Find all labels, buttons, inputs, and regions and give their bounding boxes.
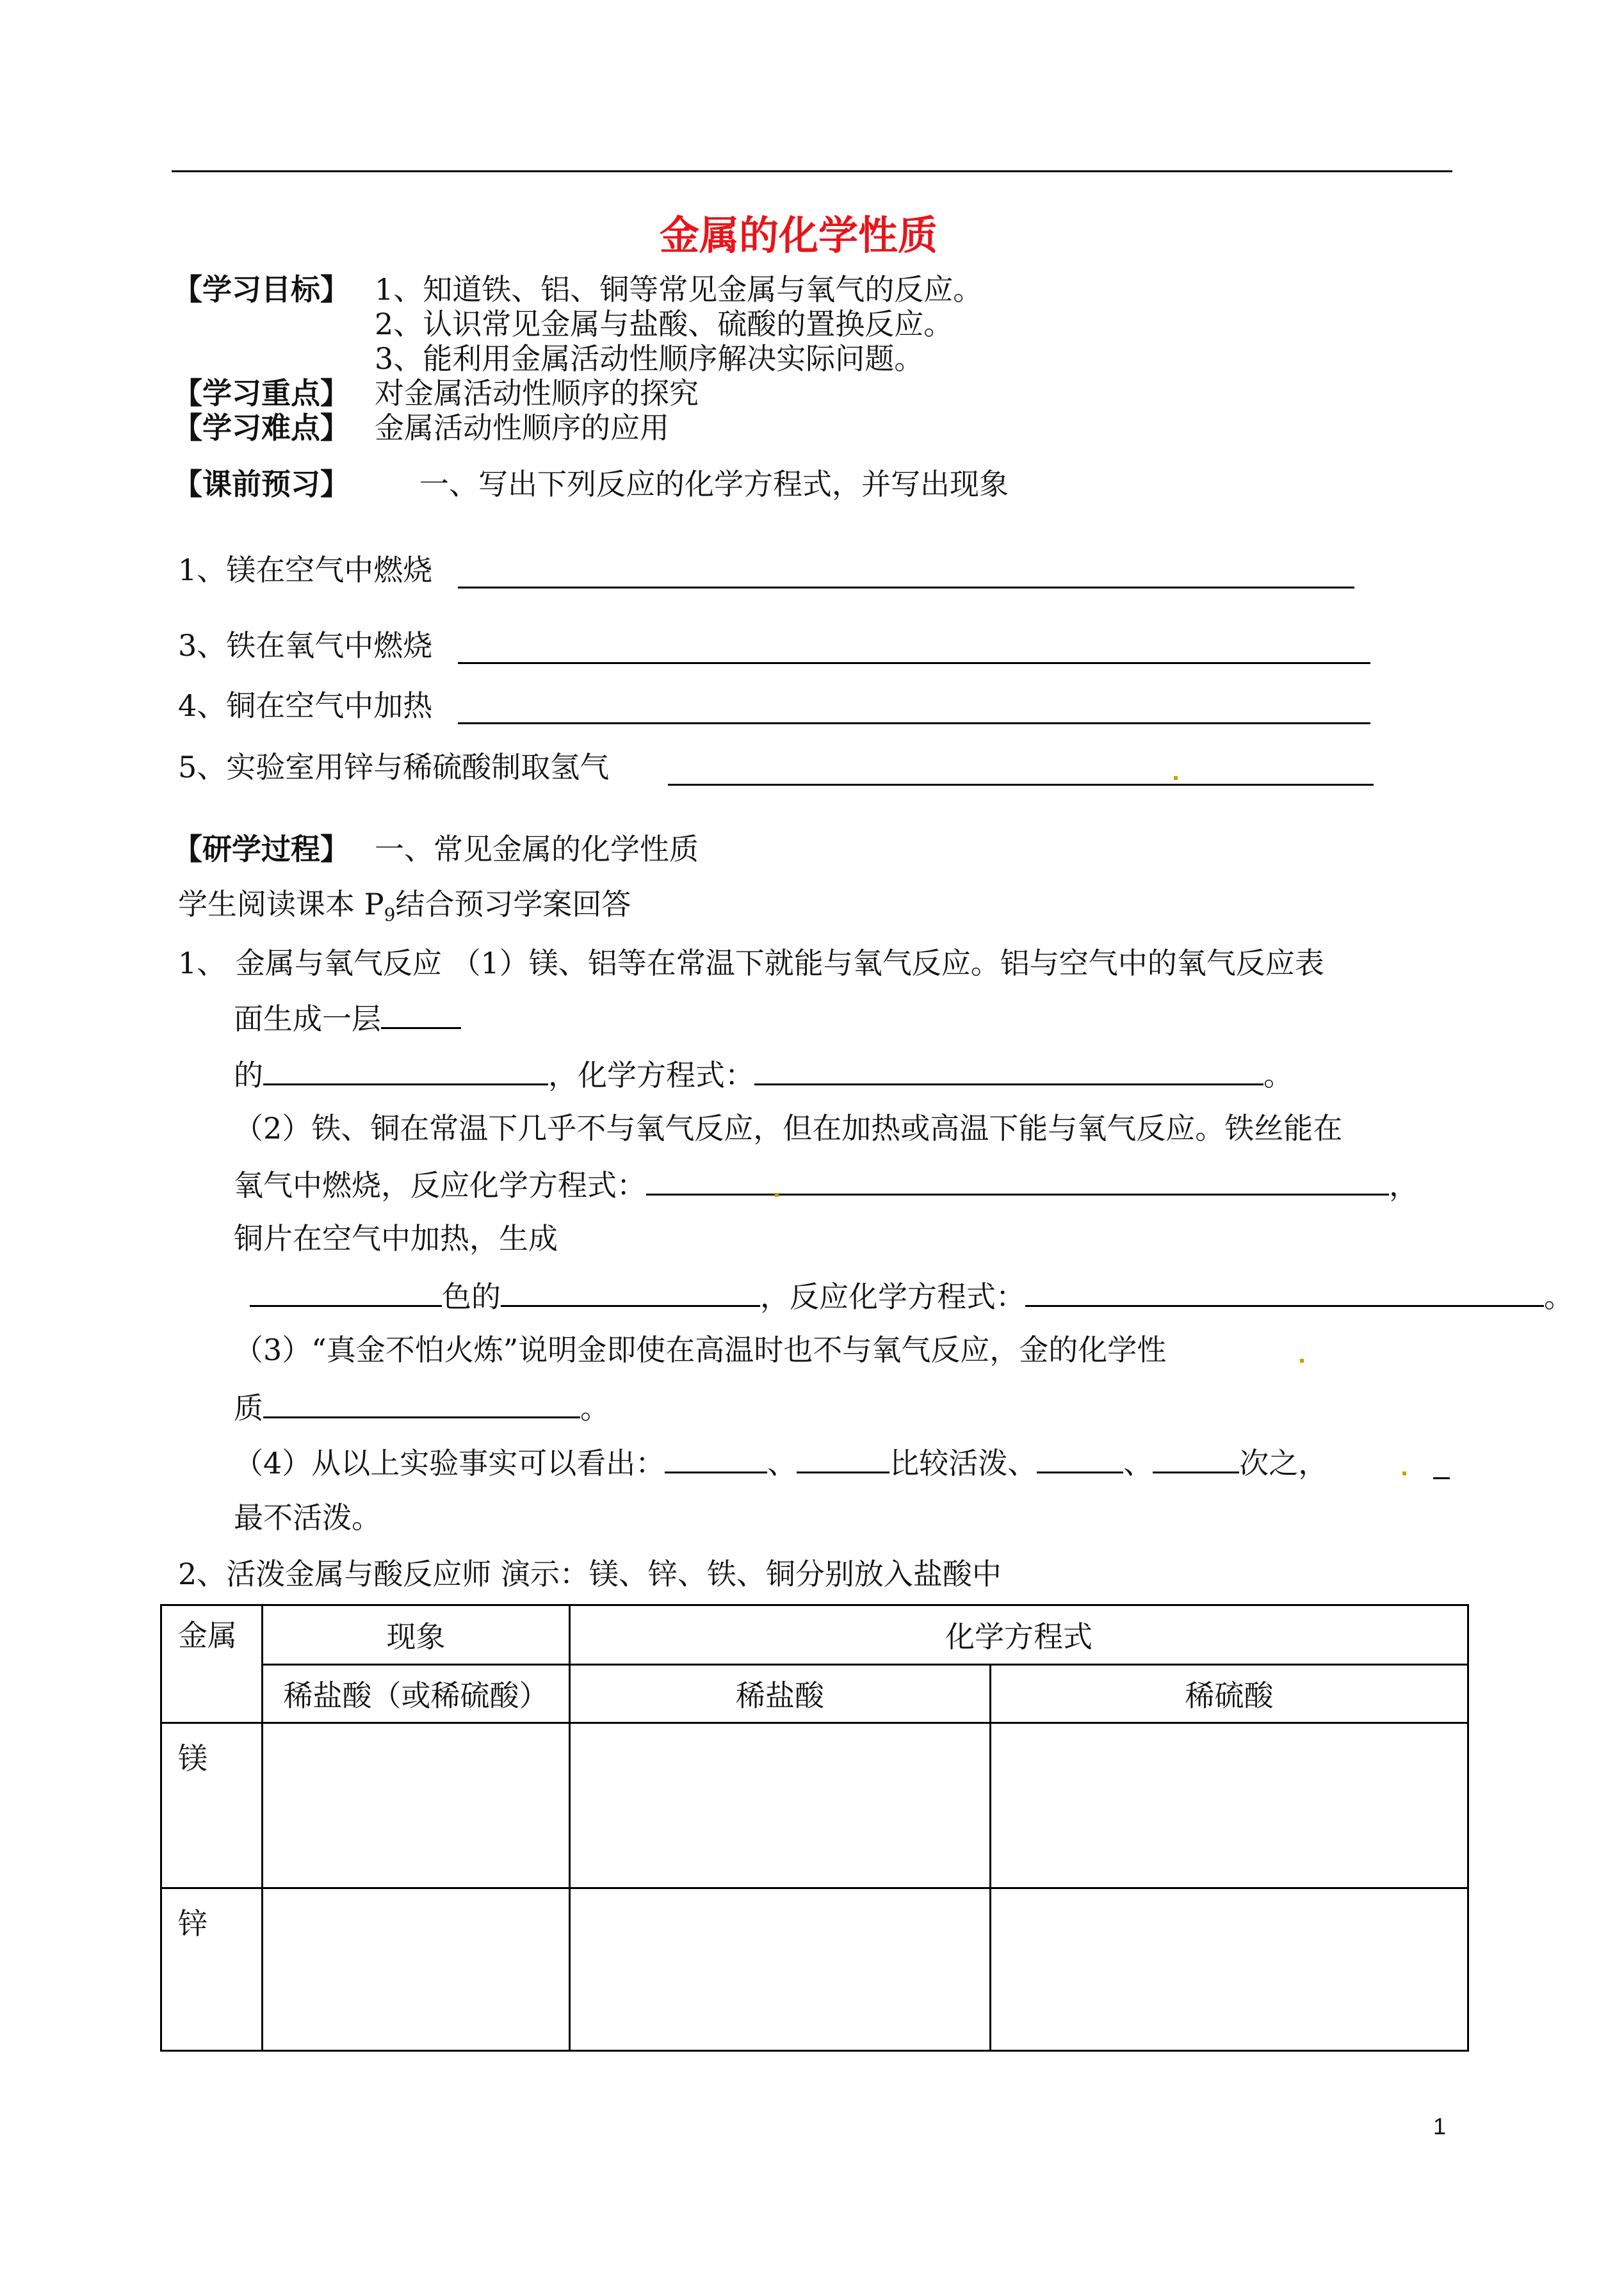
blank[interactable]: [381, 999, 461, 1029]
answer-cell[interactable]: [570, 1723, 991, 1888]
header-metal: 金属: [161, 1605, 263, 1723]
question-2-line-4: 色的 ，反应化学方程式： 。: [250, 1277, 1573, 1315]
stray-mark: [775, 1193, 779, 1197]
difficulty-text: 金属活动性顺序的应用: [375, 410, 669, 445]
preview-label: 【课前预习】: [173, 467, 350, 501]
answer-line[interactable]: [458, 662, 1370, 664]
page-title: 金属的化学性质: [660, 212, 938, 259]
answer-cell[interactable]: [991, 1888, 1468, 2051]
blank[interactable]: [1433, 1477, 1450, 1479]
blank[interactable]: [250, 1277, 442, 1307]
answer-cell[interactable]: [991, 1723, 1468, 1888]
process-label: 【研学过程】: [173, 832, 350, 866]
header-h2so4: 稀硫酸: [991, 1665, 1468, 1723]
reading-instruction: 学生阅读课本 $P_9$结合预习学案回答: [178, 887, 631, 926]
question-3-line-2: 质 。: [234, 1388, 610, 1426]
answer-line[interactable]: [458, 722, 1370, 724]
question-4-line-2: 最不活泼。: [234, 1500, 381, 1535]
difficulty-label: 【学习难点】: [173, 410, 350, 445]
answer-line[interactable]: [458, 587, 1354, 588]
question-1-line-2: 面生成一层: [234, 999, 461, 1037]
row-metal: 锌: [161, 1888, 263, 2051]
objectives-label: 【学习目标】: [173, 272, 350, 307]
reaction-table: [160, 1604, 1469, 2052]
stray-mark: [1300, 1359, 1304, 1363]
blank[interactable]: [1037, 1443, 1123, 1473]
blank[interactable]: [263, 1055, 548, 1085]
question-2-line-2: 氧气中燃烧，反应化学方程式： ，: [234, 1165, 1418, 1203]
header-phenomenon: 现象: [263, 1605, 570, 1665]
question-1-line-3: 的 ，化学方程式： 。: [234, 1055, 1293, 1093]
row-metal: 镁: [161, 1723, 263, 1888]
blank[interactable]: [646, 1165, 1389, 1196]
objective-item: 3、能利用金属活动性顺序解决实际问题。: [375, 341, 924, 376]
answer-cell[interactable]: [263, 1723, 570, 1888]
page-number: 1: [1433, 2113, 1447, 2139]
preview-intro: 一、写出下列反应的化学方程式，并写出现象: [419, 467, 1009, 501]
table-row: [161, 1888, 1468, 2051]
question-5-heading: 2、活泼金属与酸反应师 演示：镁、锌、铁、铜分别放入盐酸中: [178, 1557, 1002, 1591]
blank[interactable]: [1153, 1443, 1239, 1473]
focus-label: 【学习重点】: [173, 376, 350, 410]
question-2-line-1: （2）铁、铜在常温下几乎不与氧气反应，但在加热或高温下能与氧气反应。铁丝能在: [234, 1111, 1343, 1146]
blank[interactable]: [501, 1277, 760, 1307]
question-1-line-1: 1、 金属与氧气反应 （1）镁、铝等在常温下就能与氧气反应。铝与空气中的氧气反应表: [178, 946, 1324, 980]
question-4-line-1: （4）从以上实验事实可以看出： 、 比较活泼、 、 次之，: [234, 1443, 1328, 1481]
header-equation: 化学方程式: [570, 1605, 1468, 1665]
objective-item: 1、知道铁、铝、铜等常见金属与氧气的反应。: [375, 272, 983, 307]
stray-mark: [1402, 1472, 1406, 1475]
header-rule: [172, 170, 1452, 172]
header-acid-either: 稀盐酸（或稀硫酸）: [263, 1665, 570, 1723]
header-hcl: 稀盐酸: [570, 1665, 991, 1723]
blank[interactable]: [797, 1443, 889, 1473]
table-row: [161, 1723, 1468, 1888]
preview-item: 3、铁在氧气中燃烧: [178, 628, 433, 663]
question-3-line-1: （3）“真金不怕火炼”说明金即使在高温时也不与氧气反应，金的化学性: [234, 1333, 1167, 1367]
stray-mark: [1174, 776, 1178, 780]
blank[interactable]: [1025, 1277, 1544, 1307]
answer-line[interactable]: [668, 784, 1374, 786]
objective-item: 2、认识常见金属与盐酸、硫酸的置换反应。: [375, 307, 954, 341]
blank[interactable]: [754, 1055, 1263, 1085]
preview-item: 4、铜在空气中加热: [178, 688, 433, 723]
preview-item: 1、镁在空气中燃烧: [178, 553, 433, 587]
answer-cell[interactable]: [263, 1888, 570, 2051]
blank[interactable]: [665, 1443, 767, 1473]
process-heading: 一、常见金属的化学性质: [375, 832, 699, 866]
preview-item: 5、实验室用锌与稀硫酸制取氢气: [178, 750, 610, 784]
question-2-line-3: 铜片在空气中加热，生成: [234, 1221, 558, 1256]
blank[interactable]: [263, 1388, 580, 1418]
answer-cell[interactable]: [570, 1888, 991, 2051]
focus-text: 对金属活动性顺序的探究: [375, 376, 699, 410]
